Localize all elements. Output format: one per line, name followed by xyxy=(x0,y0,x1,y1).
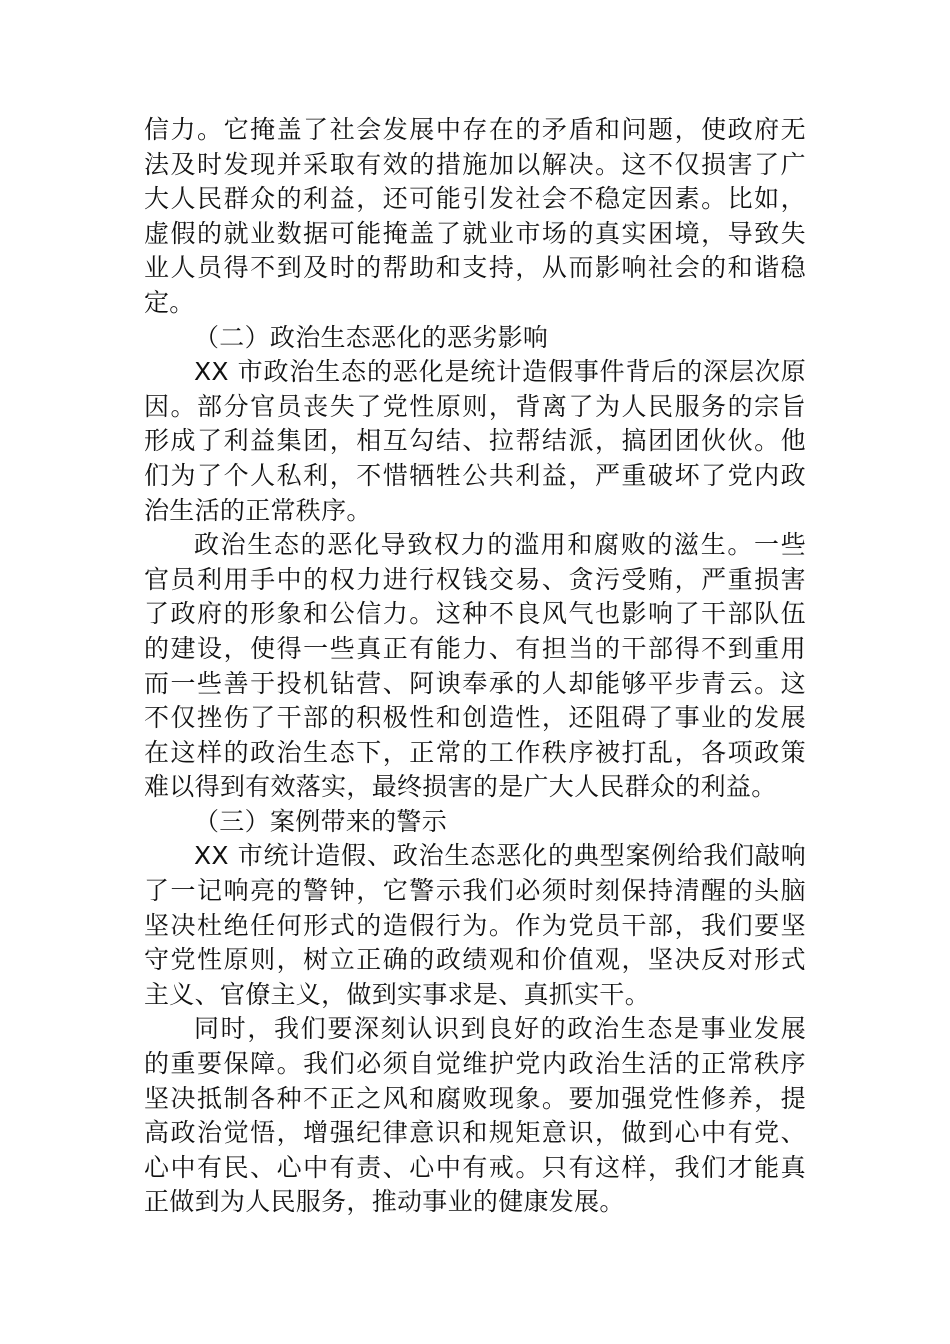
text-line: 因。部分官员丧失了党性原则，背离了为人民服务的宗旨 xyxy=(144,391,806,421)
section-heading-3: （三）案例带来的警示 xyxy=(194,806,448,836)
text-line: 虚假的就业数据可能掩盖了就业市场的真实困境，导致失 xyxy=(144,218,806,248)
text-line: XX 市政治生态的恶化是统计造假事件背后的深层次原 xyxy=(194,357,806,387)
text-line: 心中有民、心中有责、心中有戒。只有这样，我们才能真 xyxy=(144,1152,806,1182)
text-line: 了一记响亮的警钟，它警示我们必须时刻保持清醒的头脑 xyxy=(144,876,806,906)
text-line: 政治生态的恶化导致权力的滥用和腐败的滋生。一些 xyxy=(194,530,806,560)
text-line: 的重要保障。我们必须自觉维护党内政治生活的正常秩序 xyxy=(144,1049,806,1079)
section-heading-2: （二）政治生态恶化的恶劣影响 xyxy=(194,322,549,352)
text-line: 坚决抵制各种不正之风和腐败现象。要加强党性修养，提 xyxy=(144,1083,806,1113)
text-line: 而一些善于投机钻营、阿谀奉承的人却能够平步青云。这 xyxy=(144,668,806,698)
text-line: 法及时发现并采取有效的措施加以解决。这不仅损害了广 xyxy=(144,149,806,179)
text-line: 同时，我们要深刻认识到良好的政治生态是事业发展 xyxy=(194,1014,806,1044)
text-line: 们为了个人私利，不惜牺牲公共利益，严重破坏了党内政 xyxy=(144,460,806,490)
text-line: XX 市统计造假、政治生态恶化的典型案例给我们敲响 xyxy=(194,841,806,871)
text-line: 正做到为人民服务，推动事业的健康发展。 xyxy=(144,1187,625,1217)
text-line: 的建设，使得一些真正有能力、有担当的干部得不到重用 xyxy=(144,633,806,663)
text-line: 高政治觉悟，增强纪律意识和规矩意识，做到心中有党、 xyxy=(144,1118,806,1148)
text-line: 治生活的正常秩序。 xyxy=(144,495,372,525)
text-line: 难以得到有效落实，最终损害的是广大人民群众的利益。 xyxy=(144,772,777,802)
text-line: 在这样的政治生态下，正常的工作秩序被打乱，各项政策 xyxy=(144,737,806,767)
text-line: 主义、官僚主义，做到实事求是、真抓实干。 xyxy=(144,979,651,1009)
text-line: 形成了利益集团，相互勾结、拉帮结派，搞团团伙伙。他 xyxy=(144,426,806,456)
text-line: 官员利用手中的权力进行权钱交易、贪污受贿，严重损害 xyxy=(144,564,806,594)
text-line: 了政府的形象和公信力。这种不良风气也影响了干部队伍 xyxy=(144,599,806,629)
text-line: 定。 xyxy=(144,287,195,317)
text-line: 坚决杜绝任何形式的造假行为。作为党员干部，我们要坚 xyxy=(144,910,806,940)
text-line: 信力。它掩盖了社会发展中存在的矛盾和问题，使政府无 xyxy=(144,115,806,144)
text-line: 大人民群众的利益，还可能引发社会不稳定因素。比如， xyxy=(144,184,806,214)
text-line: 业人员得不到及时的帮助和支持，从而影响社会的和谐稳 xyxy=(144,253,806,283)
text-line: 不仅挫伤了干部的积极性和创造性，还阻碍了事业的发展 xyxy=(144,703,806,733)
document-body xyxy=(144,113,806,1220)
text-line: 守党性原则，树立正确的政绩观和价值观，坚决反对形式 xyxy=(144,945,806,975)
